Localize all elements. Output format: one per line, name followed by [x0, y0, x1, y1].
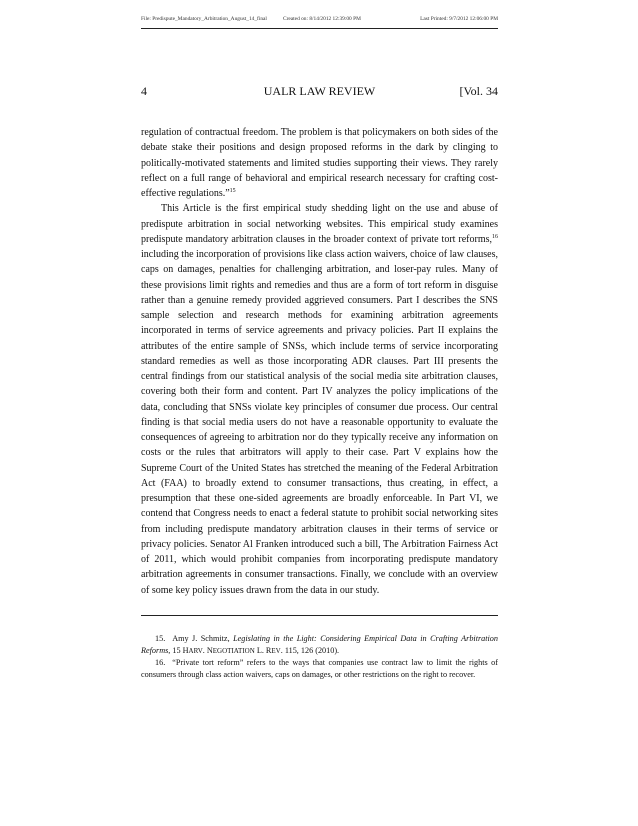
paragraph-2-text-a: This Article is the first empirical study shedding light on the use and abuse of predispute arbitration in social networking websites. This empirical study examines predispute mandatory arbitration clauses in the broader context of private tort reforms,: [141, 203, 498, 245]
footnote-15-cite: . 115, 126 (2010).: [280, 645, 340, 655]
running-head: [141, 84, 498, 100]
footnote-16-number: 16.: [155, 658, 166, 668]
footnote-ref-15[interactable]: 15: [229, 188, 236, 194]
created-date: Created on: 8/14/2012 12:39:00 PM: [283, 16, 361, 22]
footnote-15-cite: EGOTIATION: [212, 646, 255, 655]
body-text: [141, 125, 498, 598]
footnote-15-cite: L. R: [254, 645, 272, 655]
page-number: 4: [141, 84, 147, 98]
footnote-16-text: “Private tort reform” refers to the ways that companies use contract law to limit the rights of consumers through class action waivers, caps on damages, or other restrictions on the right to recover.: [141, 658, 498, 679]
paragraph-2: [141, 201, 498, 598]
footnote-ref-16[interactable]: 16: [492, 233, 498, 240]
footnote-15-number: 15.: [155, 634, 166, 643]
printed-date: Last Printed: 9/7/2012 12:06:00 PM: [420, 16, 498, 22]
footnote-15-author: Amy J. Schmitz,: [172, 634, 234, 643]
footnote-16: [141, 657, 498, 680]
file-name: File: Predispute_Mandatory_Arbitration_August_14_final: [141, 16, 267, 22]
paragraph-1: [141, 125, 498, 201]
footnote-15-cite: , 15 H: [168, 645, 189, 655]
footnote-15-cite: ARV: [188, 646, 203, 655]
footnotes: [141, 633, 498, 680]
footnote-15: [141, 633, 498, 657]
footnote-15-cite: . N: [202, 645, 213, 655]
footnote-divider: [141, 615, 498, 616]
file-header: [141, 13, 498, 29]
paragraph-2-text-b: including the incorporation of provisions like class action waivers, choice of law clauses, caps on damages, penalties for challenging arbitration, and loser-pay rules. Many of these provisions limit rights and remedies and thus are a form of tort reform in disguise rather than a genuine remedy provided aggrieved consumers. Part I describes the SNS sample selection and research methods for examining arbitration agreements incorporated in terms of service agreements and privacy policies. Part II explains the attributes of the entire sample of SNSs, which include terms of service incorporating standard remedies as well as those incorporating ADR clauses. Part III presents the central findings from our statistical analysis of the social media site arbitration clauses, covering both their form and content. Part IV analyzes the policy implications of the data, concluding that SNSs violate key principles of consumer due process. Our central finding is that social media users do not have a reasonable opportunity to evaluate the consequences of agreeing to arbitration nor do they typically receive any information on costs or the rules that arbitrators will apply to their case. Part V explains how the Supreme Court of the United States has stretched the meaning of the Federal Arbitration Act (FAA) to broadly extend to consumer transactions, thus creating, in effect, a presumption that these one-sided agreements are broadly enforceable. In Part VI, we contend that Congress needs to enact a federal statute to prohibit social networking sites from including predispute mandatory arbitration clauses in their terms of service or privacy policies. Senator Al Franken introduced such a bill, The Arbitration Fairness Act of 2011, which would prohibit companies from incorporating predispute mandatory arbitration agreements in consumer transactions. Finally, we conclude with an overview of some key policy issues drawn from the data in our study.: [141, 249, 498, 596]
footnote-15-title: Legislating in the Light: Considering Empirical Data in Crafting Arbitration Reforms: [141, 634, 498, 655]
volume-label: [Vol. 34: [459, 84, 498, 98]
paragraph-1-text: regulation of contractual freedom. The problem is that policymakers on both sides of the debate stake their positions and design proposed reforms in the dark by clinging to politically-motivated statements and limited studies supporting their views. They rarely reflect on a full range of behavioral and empirical research necessary for crafting cost-effective regulations.”: [141, 127, 498, 199]
footnote-15-cite: EV: [271, 646, 281, 655]
journal-title: UALR LAW REVIEW: [263, 84, 376, 98]
